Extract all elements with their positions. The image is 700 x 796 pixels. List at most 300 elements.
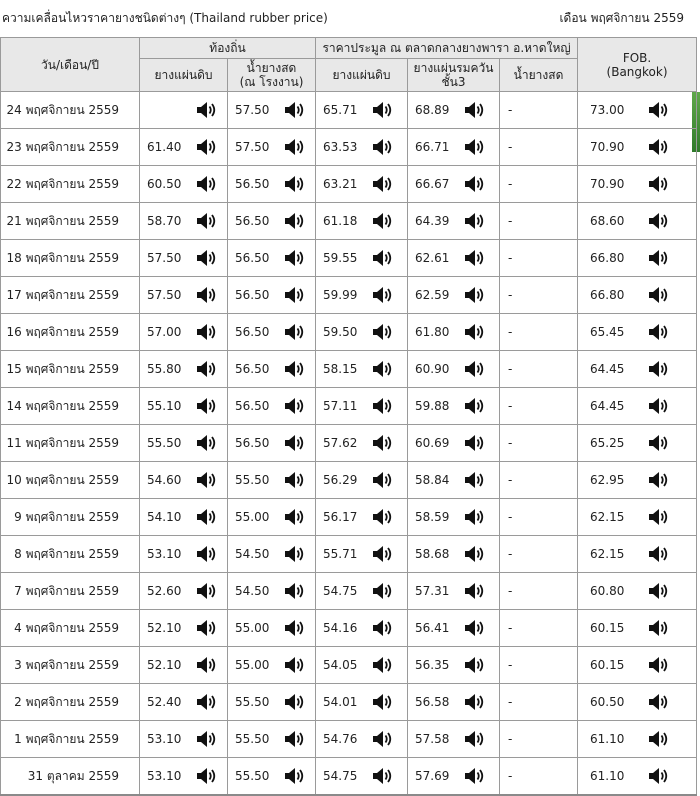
date-cell: 8 พฤศจิกายน 2559 xyxy=(1,536,140,573)
market-latex-cell xyxy=(500,647,578,684)
market-smoked-cell xyxy=(408,721,500,758)
local-sheet-cell xyxy=(140,351,228,388)
table-row xyxy=(1,573,697,610)
local-sheet-cell xyxy=(140,425,228,462)
market-sheet-value: 54.75 xyxy=(323,769,358,783)
fob-cell xyxy=(578,388,697,425)
local-latex-cell xyxy=(228,388,316,425)
fob-cell xyxy=(578,314,697,351)
speaker-icon[interactable] xyxy=(284,618,306,638)
market-sheet-cell xyxy=(316,314,408,351)
col-market-smoked-header xyxy=(408,59,500,92)
local-latex-cell xyxy=(228,277,316,314)
local-latex-sublabel: (ณ โรงงาน) xyxy=(239,75,304,89)
market-latex-cell xyxy=(500,499,578,536)
local-latex-value: 57.50 xyxy=(235,103,270,117)
speaker-icon[interactable] xyxy=(464,507,486,527)
local-latex-cell xyxy=(228,610,316,647)
fob-cell xyxy=(578,92,697,129)
group-market-header: ราคาประมูล ณ ตลาดกลางยางพารา อ.หาดใหญ่ xyxy=(316,38,578,59)
speaker-icon[interactable] xyxy=(284,174,306,194)
speaker-icon[interactable] xyxy=(464,322,486,342)
table-row xyxy=(1,388,697,425)
market-latex-cell xyxy=(500,758,578,796)
date-cell: 9 พฤศจิกายน 2559 xyxy=(1,499,140,536)
speaker-icon[interactable] xyxy=(648,618,670,638)
speaker-icon[interactable] xyxy=(196,322,218,342)
speaker-icon[interactable] xyxy=(464,433,486,453)
market-smoked-cell xyxy=(408,610,500,647)
market-sheet-cell xyxy=(316,758,408,796)
fob-cell xyxy=(578,203,697,240)
market-latex-cell xyxy=(500,573,578,610)
market-sheet-value: 54.16 xyxy=(323,621,358,635)
speaker-icon[interactable] xyxy=(372,618,394,638)
speaker-icon[interactable] xyxy=(464,581,486,601)
group-local-header: ท้องถิ่น xyxy=(140,38,316,59)
table-row xyxy=(1,277,697,314)
fob-value: 70.90 xyxy=(590,140,625,154)
speaker-icon[interactable] xyxy=(284,766,306,786)
date-cell: 1 พฤศจิกายน 2559 xyxy=(1,721,140,758)
market-smoked-cell xyxy=(408,203,500,240)
market-sheet-cell xyxy=(316,647,408,684)
market-sheet-cell xyxy=(316,425,408,462)
speaker-icon[interactable] xyxy=(284,581,306,601)
local-latex-cell xyxy=(228,425,316,462)
local-sheet-value: 58.70 xyxy=(147,214,182,228)
market-smoked-value: 56.41 xyxy=(415,621,450,635)
local-sheet-cell xyxy=(140,129,228,166)
date-cell: 24 พฤศจิกายน 2559 xyxy=(1,92,140,129)
local-latex-value: 55.00 xyxy=(235,510,270,524)
local-sheet-value: 57.50 xyxy=(147,288,182,302)
market-smoked-value: 62.61 xyxy=(415,251,450,265)
speaker-icon[interactable] xyxy=(648,544,670,564)
local-sheet-value: 54.10 xyxy=(147,510,182,524)
speaker-icon[interactable] xyxy=(464,211,486,231)
market-latex-cell xyxy=(500,462,578,499)
speaker-icon[interactable] xyxy=(464,137,486,157)
speaker-icon[interactable] xyxy=(284,729,306,749)
speaker-icon[interactable] xyxy=(196,137,218,157)
speaker-icon[interactable] xyxy=(196,100,218,120)
speaker-icon[interactable] xyxy=(464,655,486,675)
table-row xyxy=(1,647,697,684)
speaker-icon[interactable] xyxy=(196,359,218,379)
market-sheet-value: 63.53 xyxy=(323,140,358,154)
speaker-icon[interactable] xyxy=(372,766,394,786)
speaker-icon[interactable] xyxy=(464,396,486,416)
speaker-icon[interactable] xyxy=(196,174,218,194)
speaker-icon[interactable] xyxy=(648,359,670,379)
local-sheet-cell xyxy=(140,462,228,499)
date-cell: 11 พฤศจิกายน 2559 xyxy=(1,425,140,462)
fob-cell xyxy=(578,536,697,573)
speaker-icon[interactable] xyxy=(648,137,670,157)
market-sheet-cell xyxy=(316,536,408,573)
speaker-icon[interactable] xyxy=(284,359,306,379)
local-latex-cell xyxy=(228,203,316,240)
market-smoked-value: 58.68 xyxy=(415,547,450,561)
local-latex-cell xyxy=(228,166,316,203)
market-sheet-cell xyxy=(316,166,408,203)
local-sheet-cell xyxy=(140,647,228,684)
speaker-icon[interactable] xyxy=(464,174,486,194)
local-sheet-value: 54.60 xyxy=(147,473,182,487)
local-latex-value: 56.50 xyxy=(235,436,270,450)
speaker-icon[interactable] xyxy=(196,396,218,416)
speaker-icon[interactable] xyxy=(196,729,218,749)
date-cell: 22 พฤศจิกายน 2559 xyxy=(1,166,140,203)
speaker-icon[interactable] xyxy=(196,655,218,675)
market-latex-cell xyxy=(500,536,578,573)
speaker-icon[interactable] xyxy=(284,285,306,305)
speaker-icon[interactable] xyxy=(196,581,218,601)
local-latex-value: 56.50 xyxy=(235,288,270,302)
market-sheet-value: 54.76 xyxy=(323,732,358,746)
local-latex-cell xyxy=(228,573,316,610)
date-cell: 14 พฤศจิกายน 2559 xyxy=(1,388,140,425)
speaker-icon[interactable] xyxy=(464,100,486,120)
speaker-icon[interactable] xyxy=(284,692,306,712)
market-latex-cell xyxy=(500,92,578,129)
local-latex-value: 55.50 xyxy=(235,695,270,709)
local-sheet-cell xyxy=(140,573,228,610)
market-latex-cell xyxy=(500,314,578,351)
local-latex-cell xyxy=(228,721,316,758)
local-sheet-cell xyxy=(140,536,228,573)
speaker-icon[interactable] xyxy=(372,137,394,157)
market-latex-cell xyxy=(500,240,578,277)
market-latex-cell xyxy=(500,203,578,240)
speaker-icon[interactable] xyxy=(648,470,670,490)
speaker-icon[interactable] xyxy=(372,433,394,453)
date-cell: 23 พฤศจิกายน 2559 xyxy=(1,129,140,166)
market-sheet-cell xyxy=(316,721,408,758)
market-smoked-cell xyxy=(408,573,500,610)
fob-cell xyxy=(578,462,697,499)
market-sheet-value: 56.17 xyxy=(323,510,358,524)
speaker-icon[interactable] xyxy=(648,507,670,527)
table-row xyxy=(1,351,697,388)
speaker-icon[interactable] xyxy=(648,396,670,416)
market-sheet-value: 56.29 xyxy=(323,473,358,487)
fob-value: 60.15 xyxy=(590,621,625,635)
col-market-sheet-header: ยางแผ่นดิบ xyxy=(316,59,408,92)
fob-cell xyxy=(578,647,697,684)
local-sheet-value: 52.60 xyxy=(147,584,182,598)
speaker-icon[interactable] xyxy=(372,655,394,675)
table-row xyxy=(1,610,697,647)
fob-cell xyxy=(578,721,697,758)
fob-cell xyxy=(578,758,697,796)
table-row xyxy=(1,536,697,573)
speaker-icon[interactable] xyxy=(372,396,394,416)
market-smoked-cell xyxy=(408,277,500,314)
local-sheet-cell xyxy=(140,388,228,425)
page-title: ความเคลื่อนไหวราคายางชนิดต่างๆ (Thailand rubber price) xyxy=(2,11,328,25)
market-smoked-cell xyxy=(408,166,500,203)
local-latex-cell xyxy=(228,351,316,388)
speaker-icon[interactable] xyxy=(284,396,306,416)
speaker-icon[interactable] xyxy=(372,359,394,379)
speaker-icon[interactable] xyxy=(196,285,218,305)
local-sheet-cell xyxy=(140,499,228,536)
date-cell: 3 พฤศจิกายน 2559 xyxy=(1,647,140,684)
local-sheet-value: 53.10 xyxy=(147,732,182,746)
local-latex-cell xyxy=(228,129,316,166)
col-market-latex-header: น้ำยางสด xyxy=(500,59,578,92)
speaker-icon[interactable] xyxy=(648,581,670,601)
speaker-icon[interactable] xyxy=(464,692,486,712)
speaker-icon[interactable] xyxy=(284,507,306,527)
speaker-icon[interactable] xyxy=(372,100,394,120)
col-fob-header xyxy=(578,38,697,92)
speaker-icon[interactable] xyxy=(196,211,218,231)
local-sheet-value: 53.10 xyxy=(147,769,182,783)
market-latex-cell xyxy=(500,425,578,462)
local-sheet-value: 52.40 xyxy=(147,695,182,709)
speaker-icon[interactable] xyxy=(284,137,306,157)
fob-cell xyxy=(578,240,697,277)
local-sheet-value: 52.10 xyxy=(147,658,182,672)
market-latex-cell xyxy=(500,684,578,721)
market-smoked-cell xyxy=(408,351,500,388)
table-row xyxy=(1,92,697,129)
fob-value: 62.15 xyxy=(590,547,625,561)
speaker-icon[interactable] xyxy=(648,655,670,675)
table-row xyxy=(1,499,697,536)
speaker-icon[interactable] xyxy=(648,248,670,268)
market-sheet-cell xyxy=(316,203,408,240)
col-local-latex-header xyxy=(228,59,316,92)
market-sheet-value: 59.50 xyxy=(323,325,358,339)
speaker-icon[interactable] xyxy=(372,692,394,712)
fob-value: 64.45 xyxy=(590,399,625,413)
date-cell: 10 พฤศจิกายน 2559 xyxy=(1,462,140,499)
fob-cell xyxy=(578,425,697,462)
market-sheet-value: 63.21 xyxy=(323,177,358,191)
speaker-icon[interactable] xyxy=(196,544,218,564)
speaker-icon[interactable] xyxy=(284,248,306,268)
market-smoked-value: 59.88 xyxy=(415,399,450,413)
date-cell: 15 พฤศจิกายน 2559 xyxy=(1,351,140,388)
market-sheet-cell xyxy=(316,351,408,388)
fob-sublabel: (Bangkok) xyxy=(606,64,668,79)
fob-value: 65.45 xyxy=(590,325,625,339)
speaker-icon[interactable] xyxy=(648,285,670,305)
table-row xyxy=(1,425,697,462)
speaker-icon[interactable] xyxy=(648,174,670,194)
speaker-icon[interactable] xyxy=(464,359,486,379)
speaker-icon[interactable] xyxy=(284,100,306,120)
speaker-icon[interactable] xyxy=(648,692,670,712)
speaker-icon[interactable] xyxy=(372,322,394,342)
fob-value: 65.25 xyxy=(590,436,625,450)
market-smoked-value: 68.89 xyxy=(415,103,450,117)
speaker-icon[interactable] xyxy=(464,248,486,268)
market-sheet-cell xyxy=(316,92,408,129)
speaker-icon[interactable] xyxy=(648,100,670,120)
date-cell: 2 พฤศจิกายน 2559 xyxy=(1,684,140,721)
speaker-icon[interactable] xyxy=(196,248,218,268)
fob-value: 61.10 xyxy=(590,732,625,746)
fob-value: 73.00 xyxy=(590,103,625,117)
local-latex-cell xyxy=(228,240,316,277)
speaker-icon[interactable] xyxy=(372,470,394,490)
speaker-icon[interactable] xyxy=(196,470,218,490)
market-smoked-value: 57.69 xyxy=(415,769,450,783)
fob-value: 68.60 xyxy=(590,214,625,228)
market-sheet-value: 57.11 xyxy=(323,399,358,413)
speaker-icon[interactable] xyxy=(196,692,218,712)
market-smoked-cell xyxy=(408,240,500,277)
local-sheet-value: 55.50 xyxy=(147,436,182,450)
speaker-icon[interactable] xyxy=(464,618,486,638)
speaker-icon[interactable] xyxy=(464,729,486,749)
speaker-icon[interactable] xyxy=(284,655,306,675)
local-sheet-value: 52.10 xyxy=(147,621,182,635)
speaker-icon[interactable] xyxy=(372,544,394,564)
market-latex-value: - xyxy=(508,658,513,672)
speaker-icon[interactable] xyxy=(284,470,306,490)
market-latex-cell xyxy=(500,610,578,647)
speaker-icon[interactable] xyxy=(372,174,394,194)
local-sheet-cell xyxy=(140,610,228,647)
speaker-icon[interactable] xyxy=(284,211,306,231)
speaker-icon[interactable] xyxy=(284,322,306,342)
speaker-icon[interactable] xyxy=(196,507,218,527)
speaker-icon[interactable] xyxy=(372,581,394,601)
date-cell: 18 พฤศจิกายน 2559 xyxy=(1,240,140,277)
market-smoked-value: 58.84 xyxy=(415,473,450,487)
local-latex-value: 56.50 xyxy=(235,325,270,339)
market-latex-value: - xyxy=(508,621,513,635)
fob-cell xyxy=(578,129,697,166)
market-smoked-value: 66.71 xyxy=(415,140,450,154)
market-sheet-value: 55.71 xyxy=(323,547,358,561)
local-sheet-value: 57.00 xyxy=(147,325,182,339)
market-sheet-cell xyxy=(316,462,408,499)
speaker-icon[interactable] xyxy=(372,507,394,527)
market-latex-cell xyxy=(500,351,578,388)
market-sheet-value: 57.62 xyxy=(323,436,358,450)
market-latex-value: - xyxy=(508,769,513,783)
local-latex-value: 56.50 xyxy=(235,362,270,376)
speaker-icon[interactable] xyxy=(284,433,306,453)
market-smoked-value: 56.58 xyxy=(415,695,450,709)
speaker-icon[interactable] xyxy=(464,544,486,564)
market-latex-cell xyxy=(500,388,578,425)
local-sheet-value: 55.10 xyxy=(147,399,182,413)
local-latex-cell xyxy=(228,462,316,499)
market-smoked-cell xyxy=(408,314,500,351)
speaker-icon[interactable] xyxy=(648,322,670,342)
col-date-header: วัน/เดือน/ปี xyxy=(1,38,140,92)
local-latex-value: 56.50 xyxy=(235,177,270,191)
local-latex-cell xyxy=(228,499,316,536)
fob-label: FOB. xyxy=(622,50,652,65)
local-latex-value: 56.50 xyxy=(235,399,270,413)
market-sheet-value: 54.01 xyxy=(323,695,358,709)
market-smoked-value: 56.35 xyxy=(415,658,450,672)
market-smoked-cell xyxy=(408,462,500,499)
market-sheet-value: 61.18 xyxy=(323,214,358,228)
table-row xyxy=(1,203,697,240)
table-row xyxy=(1,721,697,758)
market-sheet-cell xyxy=(316,277,408,314)
speaker-icon[interactable] xyxy=(284,544,306,564)
local-sheet-cell xyxy=(140,721,228,758)
market-smoked-value: 57.58 xyxy=(415,732,450,746)
date-cell: 16 พฤศจิกายน 2559 xyxy=(1,314,140,351)
market-latex-value: - xyxy=(508,325,513,339)
market-latex-value: - xyxy=(508,584,513,598)
month-label: เดือน พฤศจิกายน 2559 xyxy=(559,11,684,25)
local-latex-value: 57.50 xyxy=(235,140,270,154)
market-smoked-value: 66.67 xyxy=(415,177,450,191)
fob-cell xyxy=(578,351,697,388)
date-cell: 4 พฤศจิกายน 2559 xyxy=(1,610,140,647)
speaker-icon[interactable] xyxy=(648,211,670,231)
local-sheet-cell xyxy=(140,758,228,796)
market-smoked-value: 57.31 xyxy=(415,584,450,598)
speaker-icon[interactable] xyxy=(648,766,670,786)
market-latex-cell xyxy=(500,129,578,166)
local-sheet-cell xyxy=(140,277,228,314)
speaker-icon[interactable] xyxy=(196,766,218,786)
page-header xyxy=(0,0,700,36)
speaker-icon[interactable] xyxy=(196,618,218,638)
date-cell: 31 ตุลาคม 2559 xyxy=(1,758,140,796)
local-latex-cell xyxy=(228,536,316,573)
market-latex-value: - xyxy=(508,399,513,413)
local-sheet-value: 55.80 xyxy=(147,362,182,376)
market-latex-value: - xyxy=(508,436,513,450)
speaker-icon[interactable] xyxy=(648,433,670,453)
fob-cell xyxy=(578,573,697,610)
market-smoked-label: ยางแผ่นรมควัน xyxy=(413,61,494,75)
speaker-icon[interactable] xyxy=(372,285,394,305)
speaker-icon[interactable] xyxy=(372,248,394,268)
speaker-icon[interactable] xyxy=(464,285,486,305)
speaker-icon[interactable] xyxy=(464,470,486,490)
fob-value: 60.80 xyxy=(590,584,625,598)
speaker-icon[interactable] xyxy=(372,211,394,231)
market-smoked-cell xyxy=(408,129,500,166)
market-latex-value: - xyxy=(508,473,513,487)
rubber-price-table xyxy=(0,37,697,796)
local-latex-cell xyxy=(228,92,316,129)
speaker-icon[interactable] xyxy=(372,729,394,749)
local-sheet-cell xyxy=(140,240,228,277)
market-sheet-cell xyxy=(316,388,408,425)
speaker-icon[interactable] xyxy=(464,766,486,786)
fob-cell xyxy=(578,166,697,203)
local-latex-value: 55.00 xyxy=(235,658,270,672)
fob-cell xyxy=(578,684,697,721)
market-smoked-sublabel: ชั้น3 xyxy=(441,75,466,89)
market-smoked-cell xyxy=(408,758,500,796)
table-row xyxy=(1,240,697,277)
speaker-icon[interactable] xyxy=(196,433,218,453)
speaker-icon[interactable] xyxy=(648,729,670,749)
fob-cell xyxy=(578,610,697,647)
market-latex-value: - xyxy=(508,251,513,265)
fob-value: 60.50 xyxy=(590,695,625,709)
market-latex-cell xyxy=(500,166,578,203)
